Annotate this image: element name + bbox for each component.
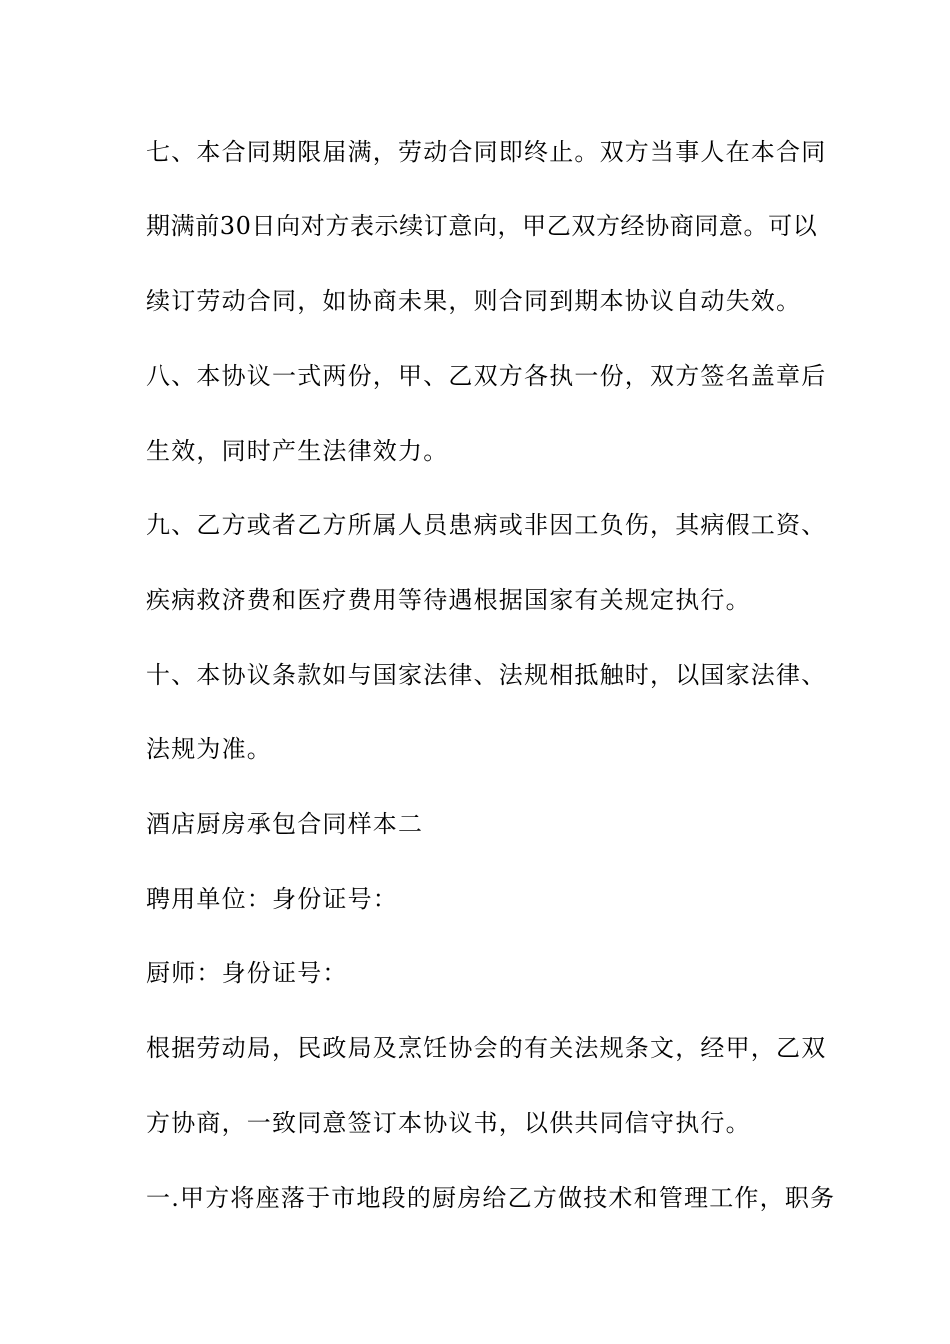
clause-7-line-1: 七、本合同期限届满，劳动合同即终止。双方当事人在本合同 (146, 138, 827, 166)
clause-10-line-1: 十、本协议条款如与国家法律、法规相抵触时，以国家法律、 (146, 661, 827, 689)
chef-id-line: 厨师：身份证号： (146, 959, 348, 987)
clause-7-line-2: 期满前30日向对方表示续订意向，甲乙双方经协商同意。可以 (146, 212, 818, 240)
preamble-line-2: 方协商，一致同意签订本协议书，以供共同信守执行。 (146, 1109, 751, 1137)
clause-9-line-1: 九、乙方或者乙方所属人员患病或非因工负伤，其病假工资、 (146, 511, 827, 539)
clause-8-line-2: 生效，同时产生法律效力。 (146, 437, 449, 465)
clause-1-line-1: 一.甲方将座落于市地段的厨房给乙方做技术和管理工作，职务 (146, 1184, 836, 1212)
clause-8-line-1: 八、本协议一式两份，甲、乙双方各执一份，双方签名盖章后 (146, 362, 827, 390)
preamble-line-1: 根据劳动局，民政局及烹饪协会的有关法规条文，经甲，乙双 (146, 1034, 827, 1062)
clause-10-line-2: 法规为准。 (146, 735, 272, 763)
employer-id-line: 聘用单位：身份证号： (146, 885, 398, 913)
clause-7-line-3: 续订劳动合同，如协商未果，则合同到期本协议自动失效。 (146, 287, 802, 315)
section-title: 酒店厨房承包合同样本二 (146, 810, 424, 838)
clause-9-line-2: 疾病救济费和医疗费用等待遇根据国家有关规定执行。 (146, 586, 751, 614)
